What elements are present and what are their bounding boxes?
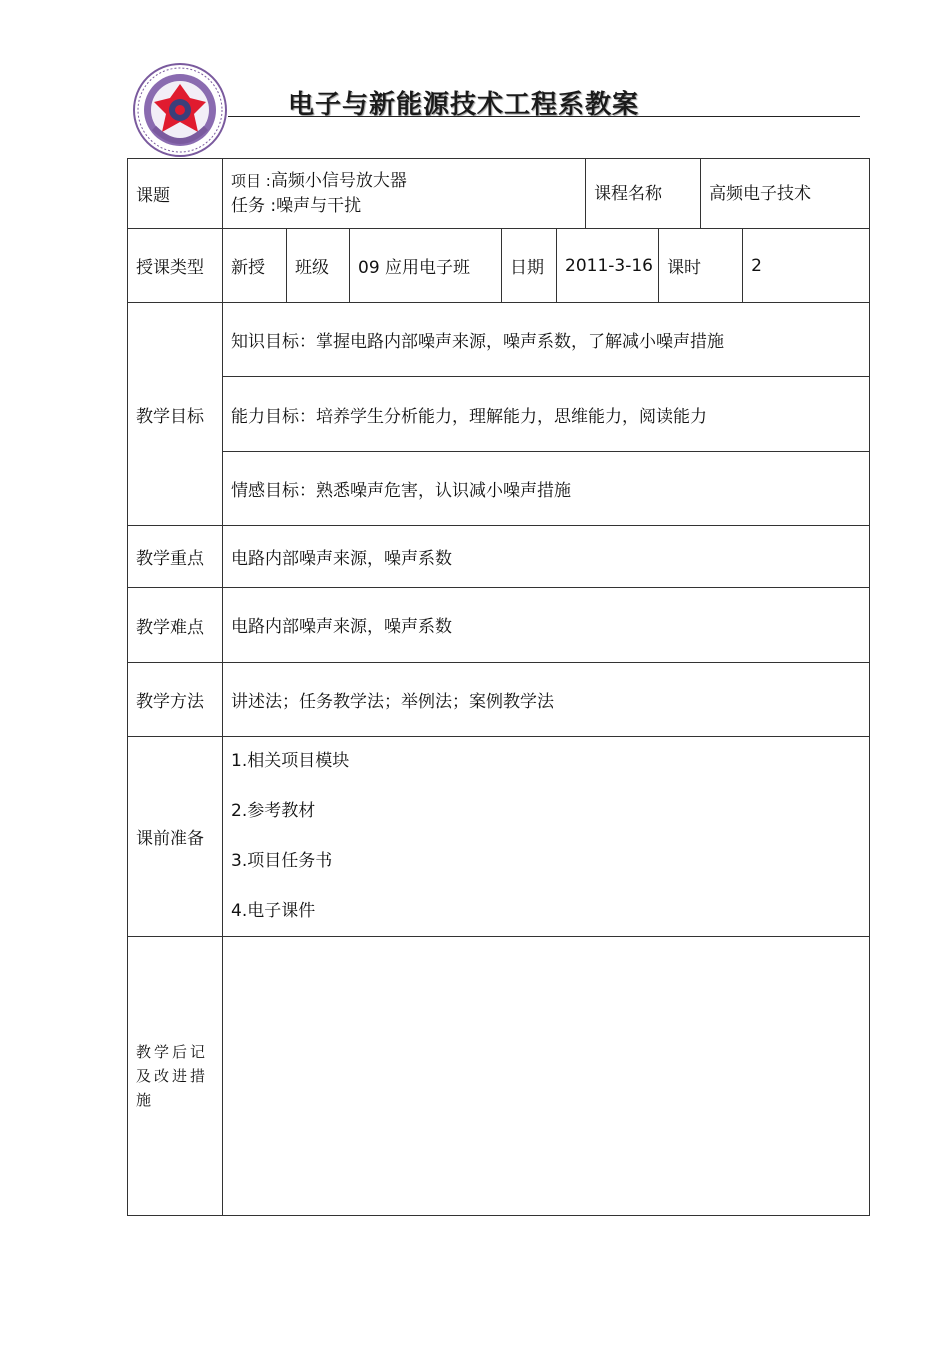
subject-row xyxy=(128,159,870,229)
key-points-label: 教学重点 xyxy=(128,526,223,588)
project-value: 高频小信号放大器 xyxy=(270,170,407,191)
date-label: 日期 xyxy=(502,229,557,303)
task-value: 噪声与干扰 xyxy=(276,195,362,216)
objective-emotion-row xyxy=(128,452,870,526)
task-prefix: 任务 : xyxy=(231,195,277,216)
methods-label: 教学方法 xyxy=(128,663,223,737)
hours-value: 2 xyxy=(743,229,870,303)
difficulties-value: 电路内部噪声来源，噪声系数 xyxy=(223,588,870,663)
subject-label: 课题 xyxy=(128,159,223,229)
objective-emotion: 情感目标：熟悉噪声危害，认识减小噪声措施 xyxy=(223,452,870,526)
course-name-value: 高频电子技术 xyxy=(701,159,870,229)
key-points-value: 电路内部噪声来源，噪声系数 xyxy=(223,526,870,588)
course-name-label: 课程名称 xyxy=(586,159,701,229)
prep-item: 1.相关项目模块 xyxy=(231,751,350,771)
class-value: 09 应用电子班 xyxy=(350,229,502,303)
objective-ability: 能力目标：培养学生分析能力，理解能力，思维能力，阅读能力 xyxy=(223,377,870,452)
lesson-info-row xyxy=(128,229,870,303)
difficulties-label: 教学难点 xyxy=(128,588,223,663)
prep-label: 课前准备 xyxy=(128,737,223,937)
lesson-type-value: 新授 xyxy=(223,229,287,303)
hours-label: 课时 xyxy=(659,229,743,303)
methods-row xyxy=(128,663,870,737)
lesson-plan-table xyxy=(127,158,870,1216)
objectives-label: 教学目标 xyxy=(128,303,223,526)
difficulties-row xyxy=(128,588,870,663)
prep-row xyxy=(128,737,870,937)
reflection-label: 教学后记及改进措施 xyxy=(128,937,223,1216)
project-prefix: 项目 : xyxy=(231,171,271,190)
methods-value: 讲述法；任务教学法；举例法；案例教学法 xyxy=(223,663,870,737)
reflection-value xyxy=(223,937,870,1216)
prep-item: 2.参考教材 xyxy=(231,801,316,821)
date-value: 2011-3-16 xyxy=(557,229,659,303)
college-seal-logo xyxy=(132,62,228,158)
document-title: 电子与新能源技术工程系教案 xyxy=(288,90,640,120)
class-label: 班级 xyxy=(287,229,350,303)
lesson-type-label: 授课类型 xyxy=(128,229,223,303)
prep-list xyxy=(223,737,870,937)
objective-knowledge: 知识目标：掌握电路内部噪声来源，噪声系数，了解减小噪声措施 xyxy=(223,303,870,377)
reflection-row xyxy=(128,937,870,1216)
subject-cell xyxy=(223,159,586,229)
key-points-row xyxy=(128,526,870,588)
objective-knowledge-row xyxy=(128,303,870,377)
title-underline xyxy=(228,116,860,117)
prep-item: 4.电子课件 xyxy=(231,901,316,921)
objective-ability-row xyxy=(128,377,870,452)
prep-item: 3.项目任务书 xyxy=(231,851,333,871)
